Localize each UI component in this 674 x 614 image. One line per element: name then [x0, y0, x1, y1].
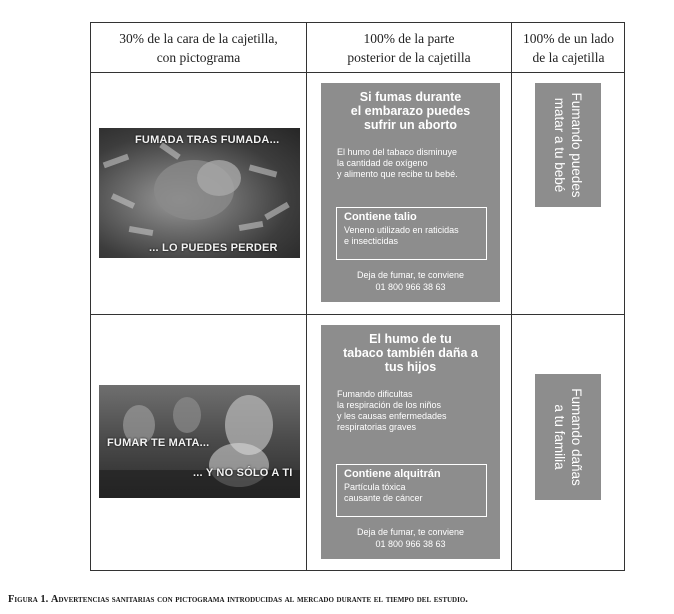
- cigarette-butts-illustration: [99, 128, 300, 258]
- side-warning-text: [551, 92, 585, 197]
- side-warning-panel: [535, 374, 601, 500]
- header-line: posterior de la cajetilla: [347, 49, 471, 65]
- warnings-table: [90, 22, 625, 571]
- title-line: tabaco también daña a: [343, 346, 478, 360]
- box-line: Partícula tóxica: [344, 482, 406, 492]
- header-side: [512, 23, 625, 72]
- back-footer: [321, 269, 500, 293]
- figure-caption: [8, 594, 468, 605]
- back-warning-panel: [321, 325, 500, 559]
- side-line: a tu familia: [552, 404, 567, 470]
- back-body: [337, 147, 458, 180]
- header-line: 30% de la cara de la cajetilla,: [119, 30, 278, 46]
- header-line: 100% de un lado: [522, 30, 615, 46]
- row-divider: [91, 314, 624, 315]
- header-line: de la cajetilla: [532, 49, 605, 65]
- pictogram-caption-bottom: ... Y NO SÓLO A TI: [193, 467, 293, 479]
- title-line: tus hijos: [384, 360, 437, 374]
- body-line: la cantidad de oxígeno: [337, 158, 428, 168]
- side-line: matar a tu bebé: [552, 97, 567, 193]
- title-line: El humo de tu: [369, 332, 452, 346]
- figure-caption-text: Advertencias sanitarias con pictograma introducidas al mercado durante el tiempo del estudio.: [50, 594, 468, 605]
- title-line: sufrir un aborto: [363, 118, 458, 132]
- pictogram-caption-top: FUMADA TRAS FUMADA...: [135, 134, 280, 146]
- back-body: [337, 389, 447, 433]
- footer-phone: 01 800 966 38 63: [375, 282, 446, 292]
- body-line: y les causas enfermedades: [337, 411, 447, 421]
- body-line: Fumando dificultas: [337, 389, 413, 399]
- column-divider: [306, 23, 307, 570]
- header-front: [91, 23, 306, 72]
- contains-box: [336, 464, 487, 517]
- side-line: Fumando puedes: [569, 92, 584, 198]
- figure-label: Figura 1.: [8, 594, 49, 605]
- body-line: la respiración de los niños: [337, 400, 442, 410]
- pictogram-caption-top: FUMAR TE MATA...: [107, 437, 210, 449]
- pictogram-fetus-photo: [99, 128, 300, 258]
- header-line: 100% de la parte: [363, 30, 455, 46]
- box-line: causante de cáncer: [344, 493, 423, 503]
- pictogram-caption-bottom: ... LO PUEDES PERDER: [149, 242, 278, 254]
- header-divider: [91, 72, 624, 73]
- body-line: respiratorias graves: [337, 422, 417, 432]
- contains-body: [337, 224, 486, 247]
- back-warning-panel: [321, 83, 500, 302]
- back-footer: [321, 526, 500, 550]
- contains-title: Contiene alquitrán: [344, 468, 441, 480]
- column-divider: [511, 23, 512, 570]
- contains-box: [336, 207, 487, 260]
- body-line: El humo del tabaco disminuye: [337, 147, 458, 157]
- contains-title: Contiene talio: [344, 211, 417, 223]
- footer-line: Deja de fumar, te conviene: [356, 270, 465, 280]
- header-back: [307, 23, 511, 72]
- box-line: Veneno utilizado en raticidas: [344, 225, 459, 235]
- side-warning-text: [551, 388, 585, 486]
- footer-phone: 01 800 966 38 63: [375, 539, 446, 549]
- contains-body: [337, 481, 486, 504]
- side-warning-panel: [535, 83, 601, 207]
- header-line: con pictograma: [156, 49, 241, 65]
- pictogram-family-photo: [99, 385, 300, 498]
- box-line: e insecticidas: [344, 236, 399, 246]
- side-line: Fumando dañas: [569, 388, 584, 486]
- title-line: Si fumas durante: [359, 90, 462, 104]
- back-title: [321, 90, 500, 132]
- body-line: y alimento que recibe tu bebé.: [337, 169, 458, 179]
- footer-line: Deja de fumar, te conviene: [356, 527, 465, 537]
- back-title: [321, 332, 500, 374]
- title-line: el embarazo puedes: [350, 104, 471, 118]
